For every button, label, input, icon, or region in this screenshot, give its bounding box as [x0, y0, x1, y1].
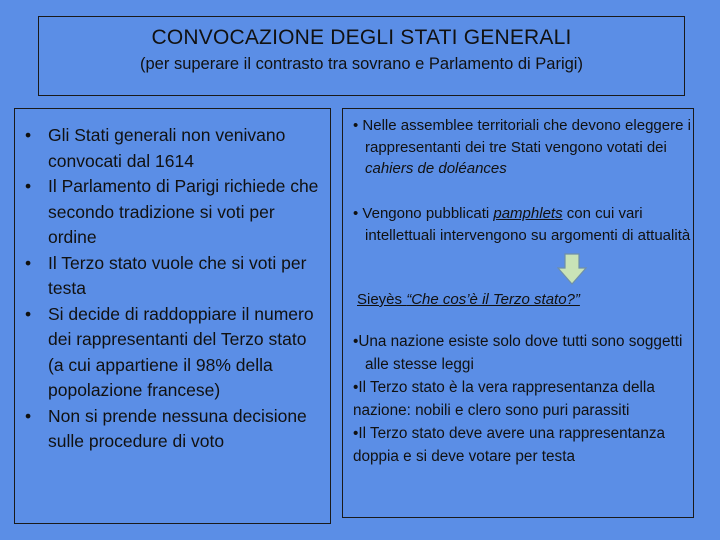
list-item-text: Si decide di raddoppiare il numero dei rappresentanti del Terzo stato (a cui appartiene il 98% della popolazione francese): [48, 303, 314, 400]
pamphlets-text: • Vengono pubblicati: [353, 205, 494, 222]
right-panel: [342, 108, 694, 518]
list-item-text: Il Terzo stato vuole che si voti per testa: [48, 252, 307, 298]
list-item: [15, 251, 330, 302]
list-item: [15, 404, 330, 455]
list-item: [15, 302, 330, 404]
down-arrow-icon: [557, 253, 587, 285]
bullet-mark: •: [25, 125, 32, 145]
list-item-text: Gli Stati generali non venivano convocati dal 1614: [48, 125, 286, 171]
sieyes-book-title: “Che cos’è il Terzo stato?”: [406, 291, 580, 308]
pamphlets-paragraph: [353, 203, 705, 246]
sieyes-point: •Una nazione esiste solo dove tutti sono soggetti alle stesse leggi: [353, 333, 683, 373]
list-item-text: Non si prende nessuna decisione sulle procedure di voto: [48, 405, 307, 451]
list-item: [15, 123, 330, 174]
list-item-text: Il Parlamento di Parigi richiede che secondo tradizione si voti per ordine: [48, 176, 319, 247]
slide-subtitle: (per superare il contrasto tra sovrano e Parlamento di Parigi): [140, 55, 583, 73]
title-box: [38, 16, 685, 96]
left-panel: [14, 108, 331, 524]
bullet-mark: •: [25, 252, 32, 273]
bullet-mark: •: [25, 176, 32, 196]
slide-title: CONVOCAZIONE DEGLI STATI GENERALI: [151, 26, 572, 49]
bullet-mark: •: [25, 303, 32, 324]
sieyes-point: •Il Terzo stato deve avere una rappresentanza doppia e si deve votare per testa: [353, 425, 666, 465]
cahiers-emphasis: cahiers de doléances: [365, 160, 507, 177]
cahiers-text: • Nelle assemblee territoriali che devono eleggere i rappresentanti dei tre Stati vengono votati dei: [353, 117, 691, 156]
sieyes-point: •Il Terzo stato è la vera rappresentanza della nazione: nobili e clero sono puri parassiti: [353, 379, 655, 419]
sieyes-heading: [357, 289, 687, 311]
sieyes-author: Sieyès: [357, 291, 407, 308]
list-item: [15, 174, 330, 251]
pamphlets-rest: con cui vari intellettuali intervengono su argomenti di attualità: [365, 205, 691, 244]
pamphlets-emphasis: pamphlets: [493, 205, 563, 222]
sieyes-points: [353, 330, 693, 468]
cahiers-paragraph: [353, 115, 705, 180]
left-bullet-list: [15, 123, 330, 455]
bullet-mark: •: [25, 405, 32, 426]
